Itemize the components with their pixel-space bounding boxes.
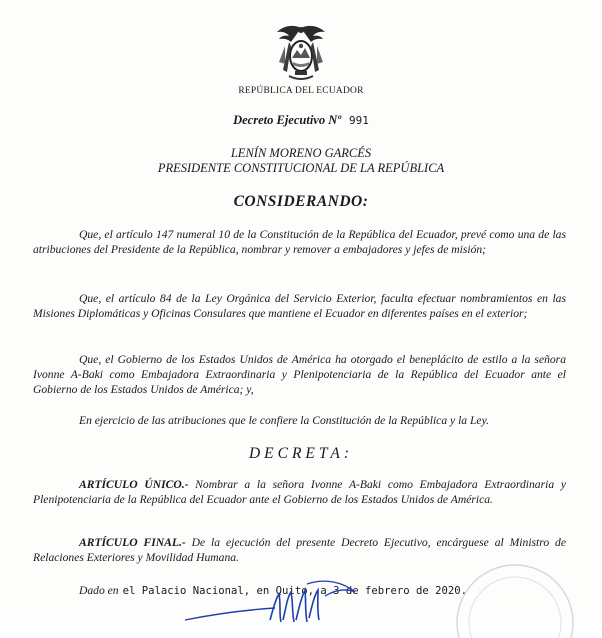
decree-number-line xyxy=(0,113,602,128)
signature-icon xyxy=(175,570,375,623)
article-label: ARTÍCULO FINAL.- xyxy=(79,536,186,549)
considerando-paragraph: Que, el artículo 84 de la Ley Orgánica del Servicio Exterior, faculta efectuar nombramientos en las Misiones Diplomáticas y Oficinas Consulares que mantiene el Ecuador en diferentes países en el exterior; xyxy=(33,292,566,320)
article-text: De la ejecución del presente Decreto Ejecutivo, encárguese al Ministro de Relaciones Exteriores y Movilidad Humana. xyxy=(33,536,566,564)
country-name: REPÚBLICA DEL ECUADOR xyxy=(238,86,364,96)
place-and-date: el Palacio Nacional, en Quito, a 3 de febrero de 2020. xyxy=(122,585,468,597)
article-text: Nombrar a la señora Ivonne A-Baki como Embajadora Extraordinaria y Plenipotenciaria de la República del Ecuador ante el Gobierno de los Estados Unidos de América. xyxy=(33,478,566,506)
given-in-label: Dado en xyxy=(79,584,119,597)
president-name: LENÍN MORENO GARCÉS xyxy=(230,146,372,160)
article-label: ARTÍCULO ÚNICO.- xyxy=(79,478,189,491)
coat-of-arms-icon xyxy=(275,22,327,84)
president-title: PRESIDENTE CONSTITUCIONAL DE LA REPÚBLICA xyxy=(157,161,445,175)
decree-number: 991 xyxy=(349,114,369,127)
decreta-heading: DECRETA: xyxy=(248,445,354,462)
considerando-heading: CONSIDERANDO: xyxy=(233,193,369,210)
considerando-paragraph: Que, el Gobierno de los Estados Unidos de América ha otorgado el beneplácito de estilo a la señora Ivonne A-Baki como Embajadora Extraordinaria y Plenipotenciaria de la República del Ecuador ante el Gobierno de los Estados Unidos de América; y, xyxy=(33,353,566,396)
decree-label: Decreto Ejecutivo Nº xyxy=(233,113,341,127)
considerando-paragraph: En ejercicio de las atribuciones que le confiere la Constitución de la República y la Ley. xyxy=(79,414,489,427)
considerando-paragraph: Que, el artículo 147 numeral 10 de la Constitución de la República del Ecuador, prevé como una de las atribuciones del Presidente de la República, nombrar y remover a embajadores y jefes de misión; xyxy=(33,228,566,256)
article-unico xyxy=(33,477,566,507)
